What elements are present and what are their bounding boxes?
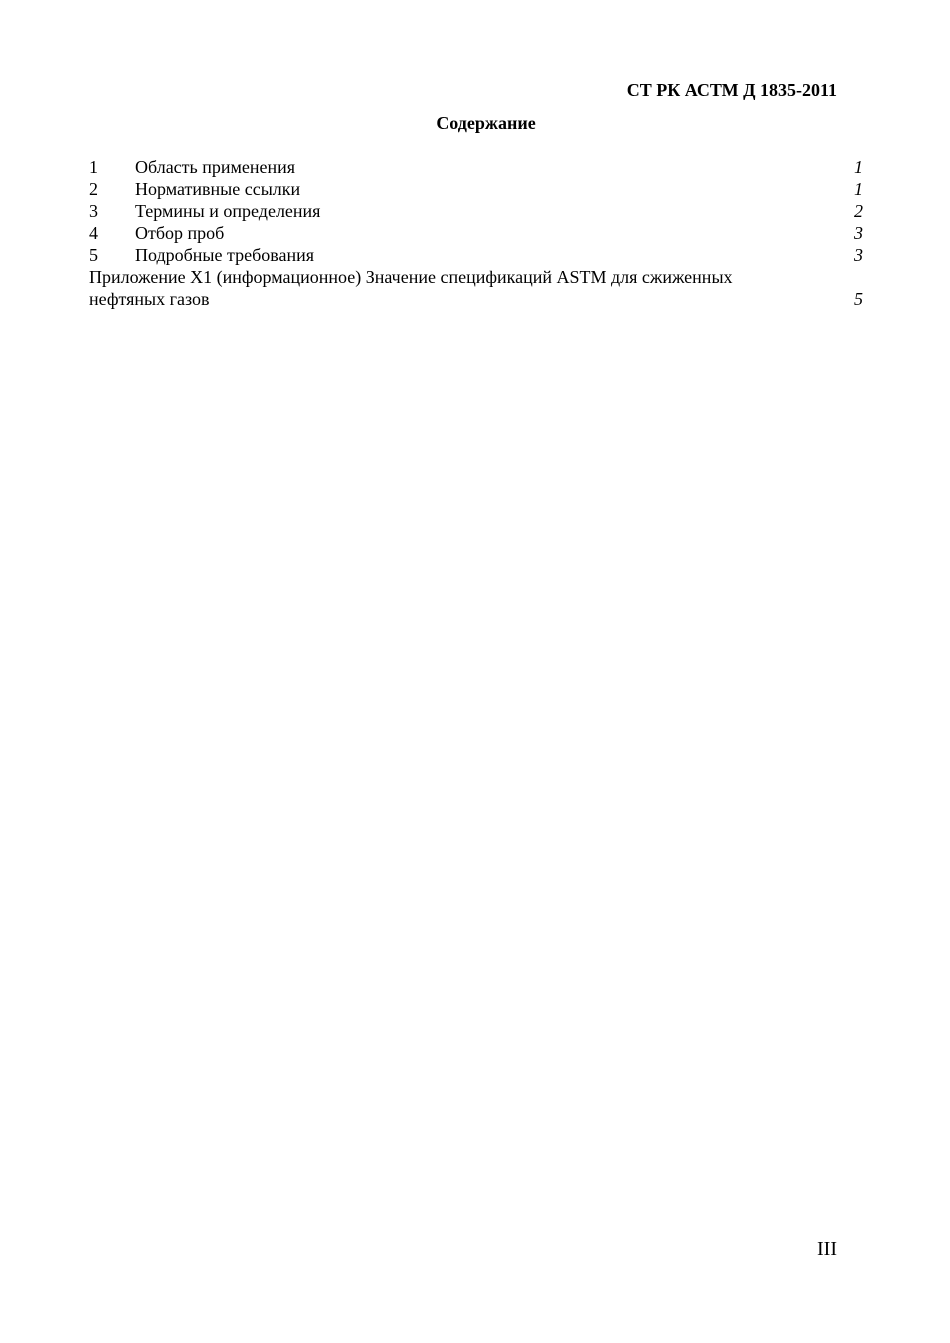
toc-entry[interactable] — [89, 156, 863, 178]
toc-entry[interactable] — [89, 244, 863, 266]
document-code: СТ РК АСТМ Д 1835-2011 — [626, 80, 837, 100]
toc-entry-page: 2 — [854, 201, 863, 221]
table-of-contents — [89, 156, 863, 310]
toc-entry-number: 3 — [89, 201, 98, 221]
toc-annex-entry[interactable] — [89, 266, 863, 310]
toc-annex-title-line-1: Приложение Х1 (информационное) Значение спецификаций ASTM для сжиженных — [89, 267, 733, 287]
toc-entry-number: 2 — [89, 179, 98, 199]
toc-entry-number: 5 — [89, 245, 98, 265]
toc-entry-title: Нормативные ссылки — [135, 179, 301, 199]
toc-annex-title-line-2: нефтяных газов — [89, 289, 210, 309]
toc-entry-title: Отбор проб — [135, 223, 225, 243]
toc-entry-number: 1 — [89, 157, 98, 177]
toc-entry[interactable] — [89, 222, 863, 244]
toc-entry-page: 1 — [854, 157, 863, 177]
toc-entry[interactable] — [89, 178, 863, 200]
toc-entry-title: Термины и определения — [135, 201, 321, 221]
toc-entry-title: Подробные требования — [135, 245, 315, 265]
toc-entry-number: 4 — [89, 223, 98, 243]
toc-entry[interactable] — [89, 200, 863, 222]
toc-entry-page: 3 — [854, 245, 863, 265]
toc-entry-page: 3 — [854, 223, 863, 243]
page-number: III — [817, 1238, 837, 1260]
toc-title: Содержание — [436, 113, 536, 133]
toc-entry-page: 1 — [854, 179, 863, 199]
toc-annex-page: 5 — [854, 289, 863, 309]
toc-entry-title: Область применения — [135, 157, 296, 177]
